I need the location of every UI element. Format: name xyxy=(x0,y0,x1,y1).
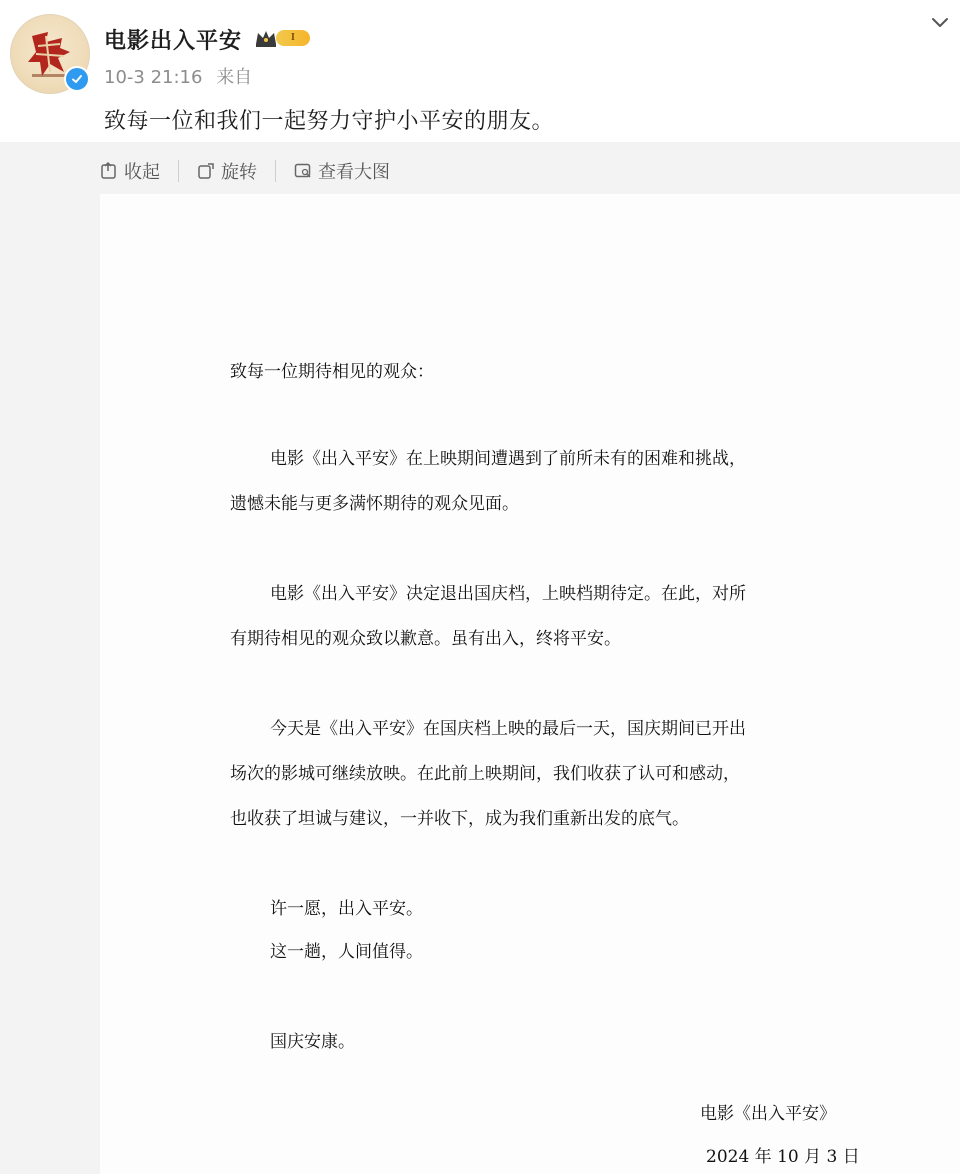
view-large-image-icon xyxy=(294,162,312,180)
letter-line: 电影《出入平安》决定退出国庆档，上映档期待定。在此，对所 xyxy=(270,584,746,604)
collapse-button[interactable] xyxy=(100,158,178,184)
letter-image[interactable] xyxy=(100,194,960,1174)
collapse-label: 收起 xyxy=(124,162,160,183)
crown-icon xyxy=(254,28,278,48)
rotate-button[interactable] xyxy=(197,158,275,184)
letter-closing: 国庆安康。 xyxy=(270,1032,355,1052)
post-source[interactable]: 来自 xyxy=(216,67,253,88)
post-text: 致每一位和我们一起努力守护小平安的朋友。 xyxy=(104,109,555,134)
member-badge[interactable] xyxy=(254,28,310,48)
letter-line: 场次的影城可继续放映。在此前上映期间，我们收获了认可和感动， xyxy=(230,764,740,784)
letter-signature: 电影《出入平安》 xyxy=(700,1104,836,1124)
account-name[interactable]: 电影出入平安 xyxy=(104,29,243,54)
view-large-label: 查看大图 xyxy=(318,162,390,183)
letter-line: 许一愿，出入平安。 xyxy=(270,899,423,919)
letter-line: 也收获了坦诚与建议，一并收下，成为我们重新出发的底气。 xyxy=(230,809,689,829)
post-time: 10-3 21:16 xyxy=(104,67,203,88)
letter-line: 这一趟，人间值得。 xyxy=(270,942,423,962)
image-toolbar xyxy=(100,154,408,188)
toolbar-divider xyxy=(275,160,276,182)
letter-line: 电影《出入平安》在上映期间遭遇到了前所未有的困难和挑战， xyxy=(270,449,746,469)
letter-line: 遗憾未能与更多满怀期待的观众见面。 xyxy=(230,494,519,514)
letter-greeting: 致每一位期待相见的观众： xyxy=(230,362,434,382)
toolbar-divider xyxy=(178,160,179,182)
verified-check-icon xyxy=(64,66,90,92)
chevron-down-icon xyxy=(928,10,952,34)
collapse-icon xyxy=(100,162,118,180)
avatar[interactable] xyxy=(10,14,90,94)
more-options-button[interactable] xyxy=(928,10,952,34)
post-meta xyxy=(104,63,260,89)
rotate-label: 旋转 xyxy=(221,162,257,183)
rotate-icon xyxy=(197,162,215,180)
view-large-button[interactable] xyxy=(294,158,408,184)
letter-date: 2024 年 10 月 3 日 xyxy=(706,1147,860,1167)
letter-line: 今天是《出入平安》在国庆档上映的最后一天，国庆期间已开出 xyxy=(270,719,746,739)
letter-line: 有期待相见的观众致以歉意。虽有出入，终将平安。 xyxy=(230,629,621,649)
level-pill: I xyxy=(276,30,310,46)
